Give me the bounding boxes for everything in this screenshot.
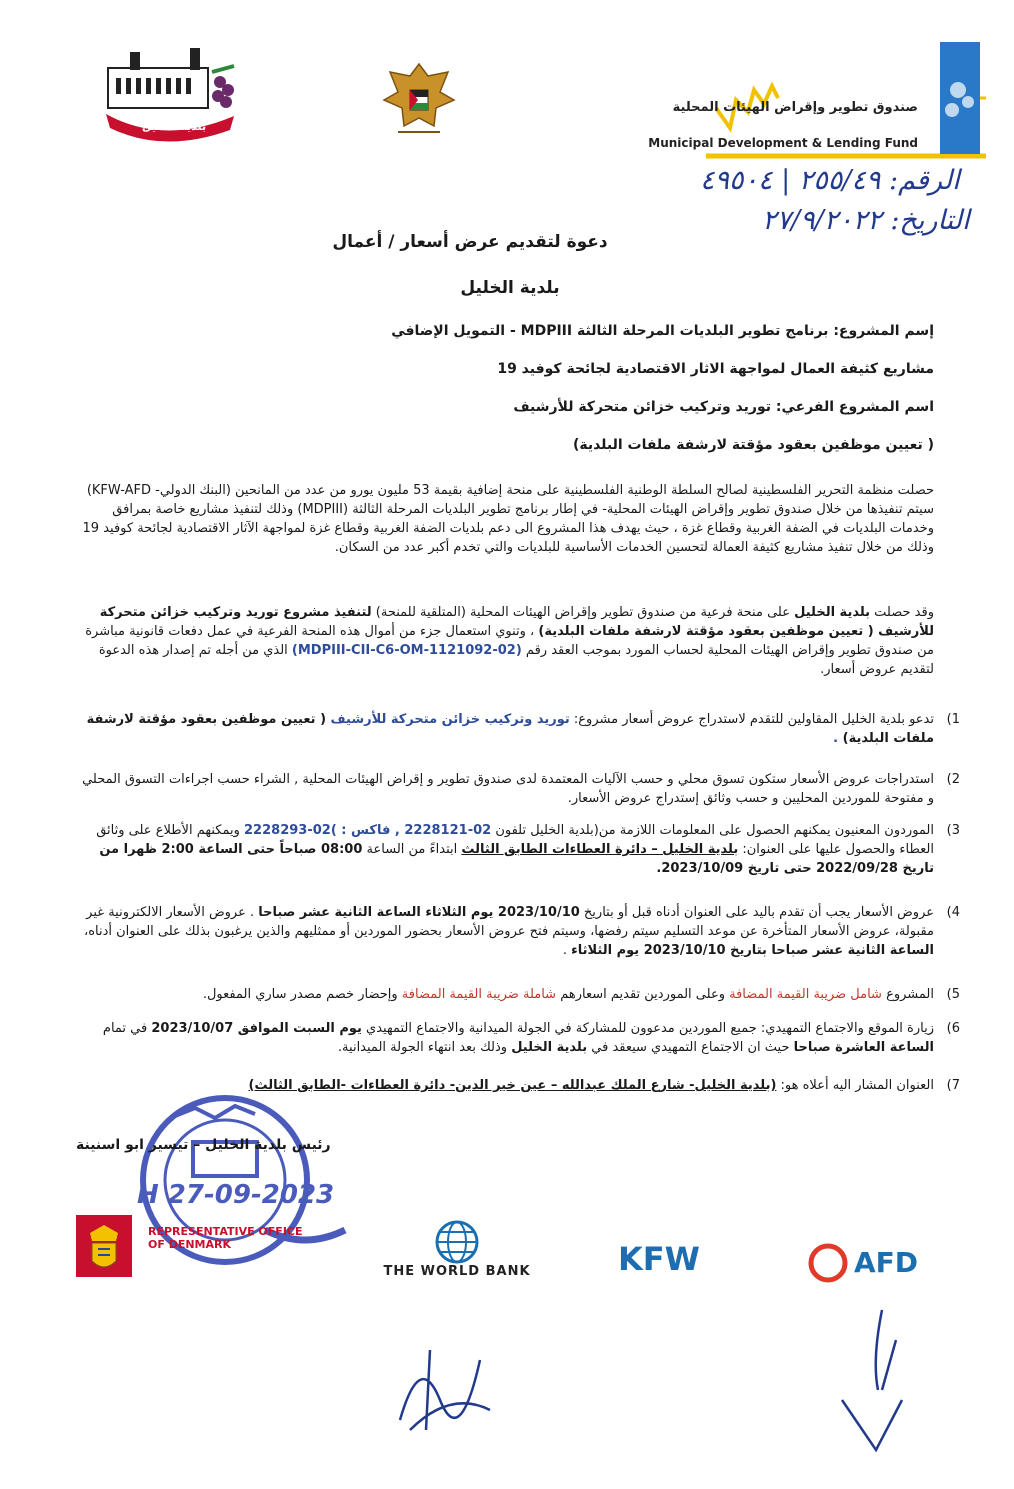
stamp-date: H 27-09-2023 (137, 1180, 335, 1210)
list-item (82, 770, 960, 808)
crown-shield-icon (76, 1215, 132, 1277)
denmark-office-line2: OF DENMARK (148, 1238, 231, 1251)
vat-inclusive-prices: شاملة ضريبة القيمة المضافة (401, 987, 557, 1002)
item-number: 1) (946, 712, 960, 727)
item-project-highlight: توريد وتركيب خزائن متحركة للأرشيف (330, 712, 570, 727)
availability-period: 08:00 صباحاً حتى الساعة 2:00 ظهرا من تاريخ 2022/09/28 حتى تاريخ 2023/10/09. (99, 842, 934, 876)
signature-stroke-icon (812, 1300, 922, 1470)
afd-ring-icon (806, 1240, 852, 1286)
item-text: العنوان المشار اليه أعلاه هو: (776, 1078, 934, 1093)
eagle-icon (378, 56, 460, 140)
grant-project: لتنفيذ مشروع توريد وتركيب خزائن متحركة للأرشيف ( تعيين موظفين بعقود مؤقتة لارشفة ملفات البلدية) (99, 605, 934, 639)
mdlf-name-en: Municipal Development & Lending Fund (648, 136, 918, 150)
signature-left (380, 1330, 500, 1450)
reference-date (762, 205, 970, 236)
list-item (82, 710, 960, 748)
hebron-municipality-logo (94, 42, 244, 142)
site-visit-date: يوم السبت الموافق 2023/10/07 (151, 1021, 362, 1036)
mdlf-name-ar: صندوق تطوير وإقراض الهيئات المحلية (672, 100, 918, 115)
signature-scribble-icon (380, 1330, 500, 1450)
item-text-end: . (562, 943, 572, 958)
list-item (82, 985, 960, 1004)
denmark-office-line1: REPRESENTATIVE OFFICE (148, 1225, 303, 1238)
item-project-detail: ( تعيين موظفين بعقود مؤقتة لارشفة ملفات البلدية) (86, 712, 934, 746)
item-text: حيث ان الاجتماع التمهيدي سيعقد في (587, 1040, 794, 1055)
item-text: المشروع (881, 987, 934, 1002)
world-bank-logo (362, 1220, 552, 1290)
item-text: استدراجات عروض الأسعار ستكون تسوق محلي و حسب الآليات المعتمدة لدى صندوق تطوير و إقراض الهيئات المحلية , الشراء حسب اجراءات التسوق المحلي و مفتوحة للموردين المحليين و حسب وثائق إستدراج عروض الأسعار. (82, 772, 934, 806)
project-description-line: مشاريع كثيفة العمال لمواجهة الاثار الاقتصادية لجائحة كوفيد 19 (497, 361, 934, 377)
opening-time: الساعة الثانية عشر صباحا بتاريخ 2023/10/10 يوم الثلاثاء (571, 943, 934, 958)
signer-name: رئيس بلدية الخليل – تيسير ابو اسنينة (76, 1137, 331, 1153)
item-text: زيارة الموقع والاجتماع التمهيدي: جميع الموردين مدعوون للمشاركة في الجولة الميدانية والاجتماع التمهيدي (361, 1021, 934, 1036)
contract-number: (MDPIII-CII-C6-OM-1121092-02) (291, 643, 522, 658)
item-number: 3) (946, 823, 960, 838)
hebron-logo-label: بلدية الخليل (141, 120, 207, 133)
subproject-detail-line: ( تعيين موظفين بعقود مؤقتة لارشفة ملفات البلدية) (572, 437, 934, 453)
grant-text-g: الذي من أجله تم إصدار هذه الدعوة لتقديم عروض أسعار. (98, 643, 934, 677)
list-item (82, 821, 960, 878)
grant-paragraph (82, 603, 934, 679)
reference-date-label: التاريخ: (890, 205, 970, 236)
document-title: دعوة لتقديم عرض أسعار / أعمال (332, 232, 608, 252)
project-name-line: إسم المشروع: برنامج تطوير البلديات المرحلة الثالثة MDPIII - التمويل الإضافي (391, 323, 934, 339)
submission-deadline: 2023/10/10 يوم الثلاثاء الساعة الثانية عشر صباحا (258, 905, 580, 920)
palestine-eagle-emblem (378, 56, 460, 140)
item-text: وإحضار خصم مصدر ساري المفعول. (202, 987, 402, 1002)
municipality-stamp (115, 1080, 355, 1300)
tender-address: بلدية الخليل – دائرة العطاءات الطابق الثالث (461, 842, 739, 857)
grant-text-e: ، وتنوي استعمال جزء من أموال هذه المنحة الفرعية في عمل دفعات قانونية مباشرة من صندوق تطوير وإقراض الهيئات المحلية لحساب المورد بموجب العقد رقم (85, 624, 934, 658)
list-item (82, 903, 960, 960)
kfw-logo: KFW (618, 1240, 700, 1278)
intro-paragraph: حصلت منظمة التحرير الفلسطينية لصالح السلطة الوطنية الفلسطينية على منحة إضافية بقيمة 53 مليون يورو من عدد من المانحين (البنك الدولي- KFW-AFD) سيتم تنفيذها من خلال صندوق تطوير وإقراض الهيئات المحلية- في إطار برنامج تطوير البلديات المرحلة الثالثة (MDPIII) وذلك لتنفيذ مشاريع خاصة بمرافق وخدمات البلديات في الضفة الغربية وقطاع غزة ، حيث يهدف هذا المشروع الى دعم بلديات الضفة الغربية وقطاع غزة لمواجهة الآثار الاقتصادية لجائحة كوفيد 19 وذلك من خلال تنفيذ مشاريع كثيفة العمالة لتحسين الخدمات الأساسية للبلديات والتي تخدم أكبر عدد من السكان. (82, 483, 934, 555)
reference-number-value: ٢٥٥/٤٩ | ٤٩٥٠٤ (700, 165, 881, 196)
reference-date-value: ٢٧/٩/٢٠٢٢ (762, 205, 882, 236)
denmark-crest (76, 1215, 132, 1277)
grant-municipality: بلدية الخليل (794, 605, 871, 620)
subproject-name-line: اسم المشروع الفرعي: توريد وتركيب خزائن متحركة للأرشيف (513, 399, 934, 415)
list-item (82, 1019, 960, 1057)
phone-fax-numbers: 02-2228121 , فاكس : )02-2228293 (244, 823, 492, 838)
afd-name: AFD (854, 1246, 919, 1279)
reference-number (700, 165, 960, 196)
item-number: 4) (946, 905, 960, 920)
item-text: . عروض الأسعار الالكترونية غير مقبولة، عروض الأسعار المتأخرة عن موعد التسليم سيتم رفضها، وسيتم فتح عروض الأسعار بحضور الموردين أو ممثليهم والذين يرغبون بذلك على العنوان أدناه، (84, 905, 934, 939)
item-text: في تمام (102, 1021, 152, 1036)
grant-text-a: وقد حصلت (870, 605, 934, 620)
mdlf-logo (648, 38, 996, 168)
item-text: الموردون المعنيون يمكنهم الحصول على المعلومات اللازمة من(بلدية الخليل تلفون (491, 823, 934, 838)
item-number: 6) (946, 1021, 960, 1036)
document-subtitle: بلدية الخليل (460, 278, 560, 298)
full-address: (بلدية الخليل- شارع الملك عبدالله – عين خير الدين- دائرة العطاءات -الطابق الثالث) (248, 1078, 777, 1093)
item-text: وذلك بعد انتهاء الجولة الميدانية. (337, 1040, 512, 1055)
world-bank-name: THE WORLD BANK (383, 1264, 531, 1279)
item-number: 7) (946, 1078, 960, 1093)
afd-logo (806, 1240, 919, 1286)
meeting-location: بلدية الخليل (511, 1040, 588, 1055)
item-number: 5) (946, 987, 960, 1002)
signature-right (812, 1300, 922, 1470)
item-number: 2) (946, 772, 960, 787)
item-text: ابتداءً من الساعة (362, 842, 462, 857)
item-text: عروض الأسعار يجب أن تقدم باليد على العنوان أدناه قبل أو بتاريخ (579, 905, 934, 920)
grant-text-c: على منحة فرعية من صندوق تطوير وإقراض الهيئات المحلية (المتلقية للمنحة) (371, 605, 795, 620)
site-visit-time: الساعة العاشرة صباحا (793, 1040, 934, 1055)
item-text-end: . (833, 731, 843, 746)
item-text: وعلى الموردين تقديم اسعارهم (556, 987, 730, 1002)
item-text: تدعو بلدية الخليل المقاولين للتقدم لاستدراج عروض أسعار مشروع: (569, 712, 934, 727)
reference-number-label: الرقم: (888, 165, 960, 196)
item-text: ويمكنهم الأطلاع على وثائق العطاء والحصول عليها على العنوان: (96, 823, 934, 857)
globe-icon (362, 1220, 552, 1264)
vat-inclusive-note: شامل ضريبة القيمة المضافة (729, 987, 882, 1002)
